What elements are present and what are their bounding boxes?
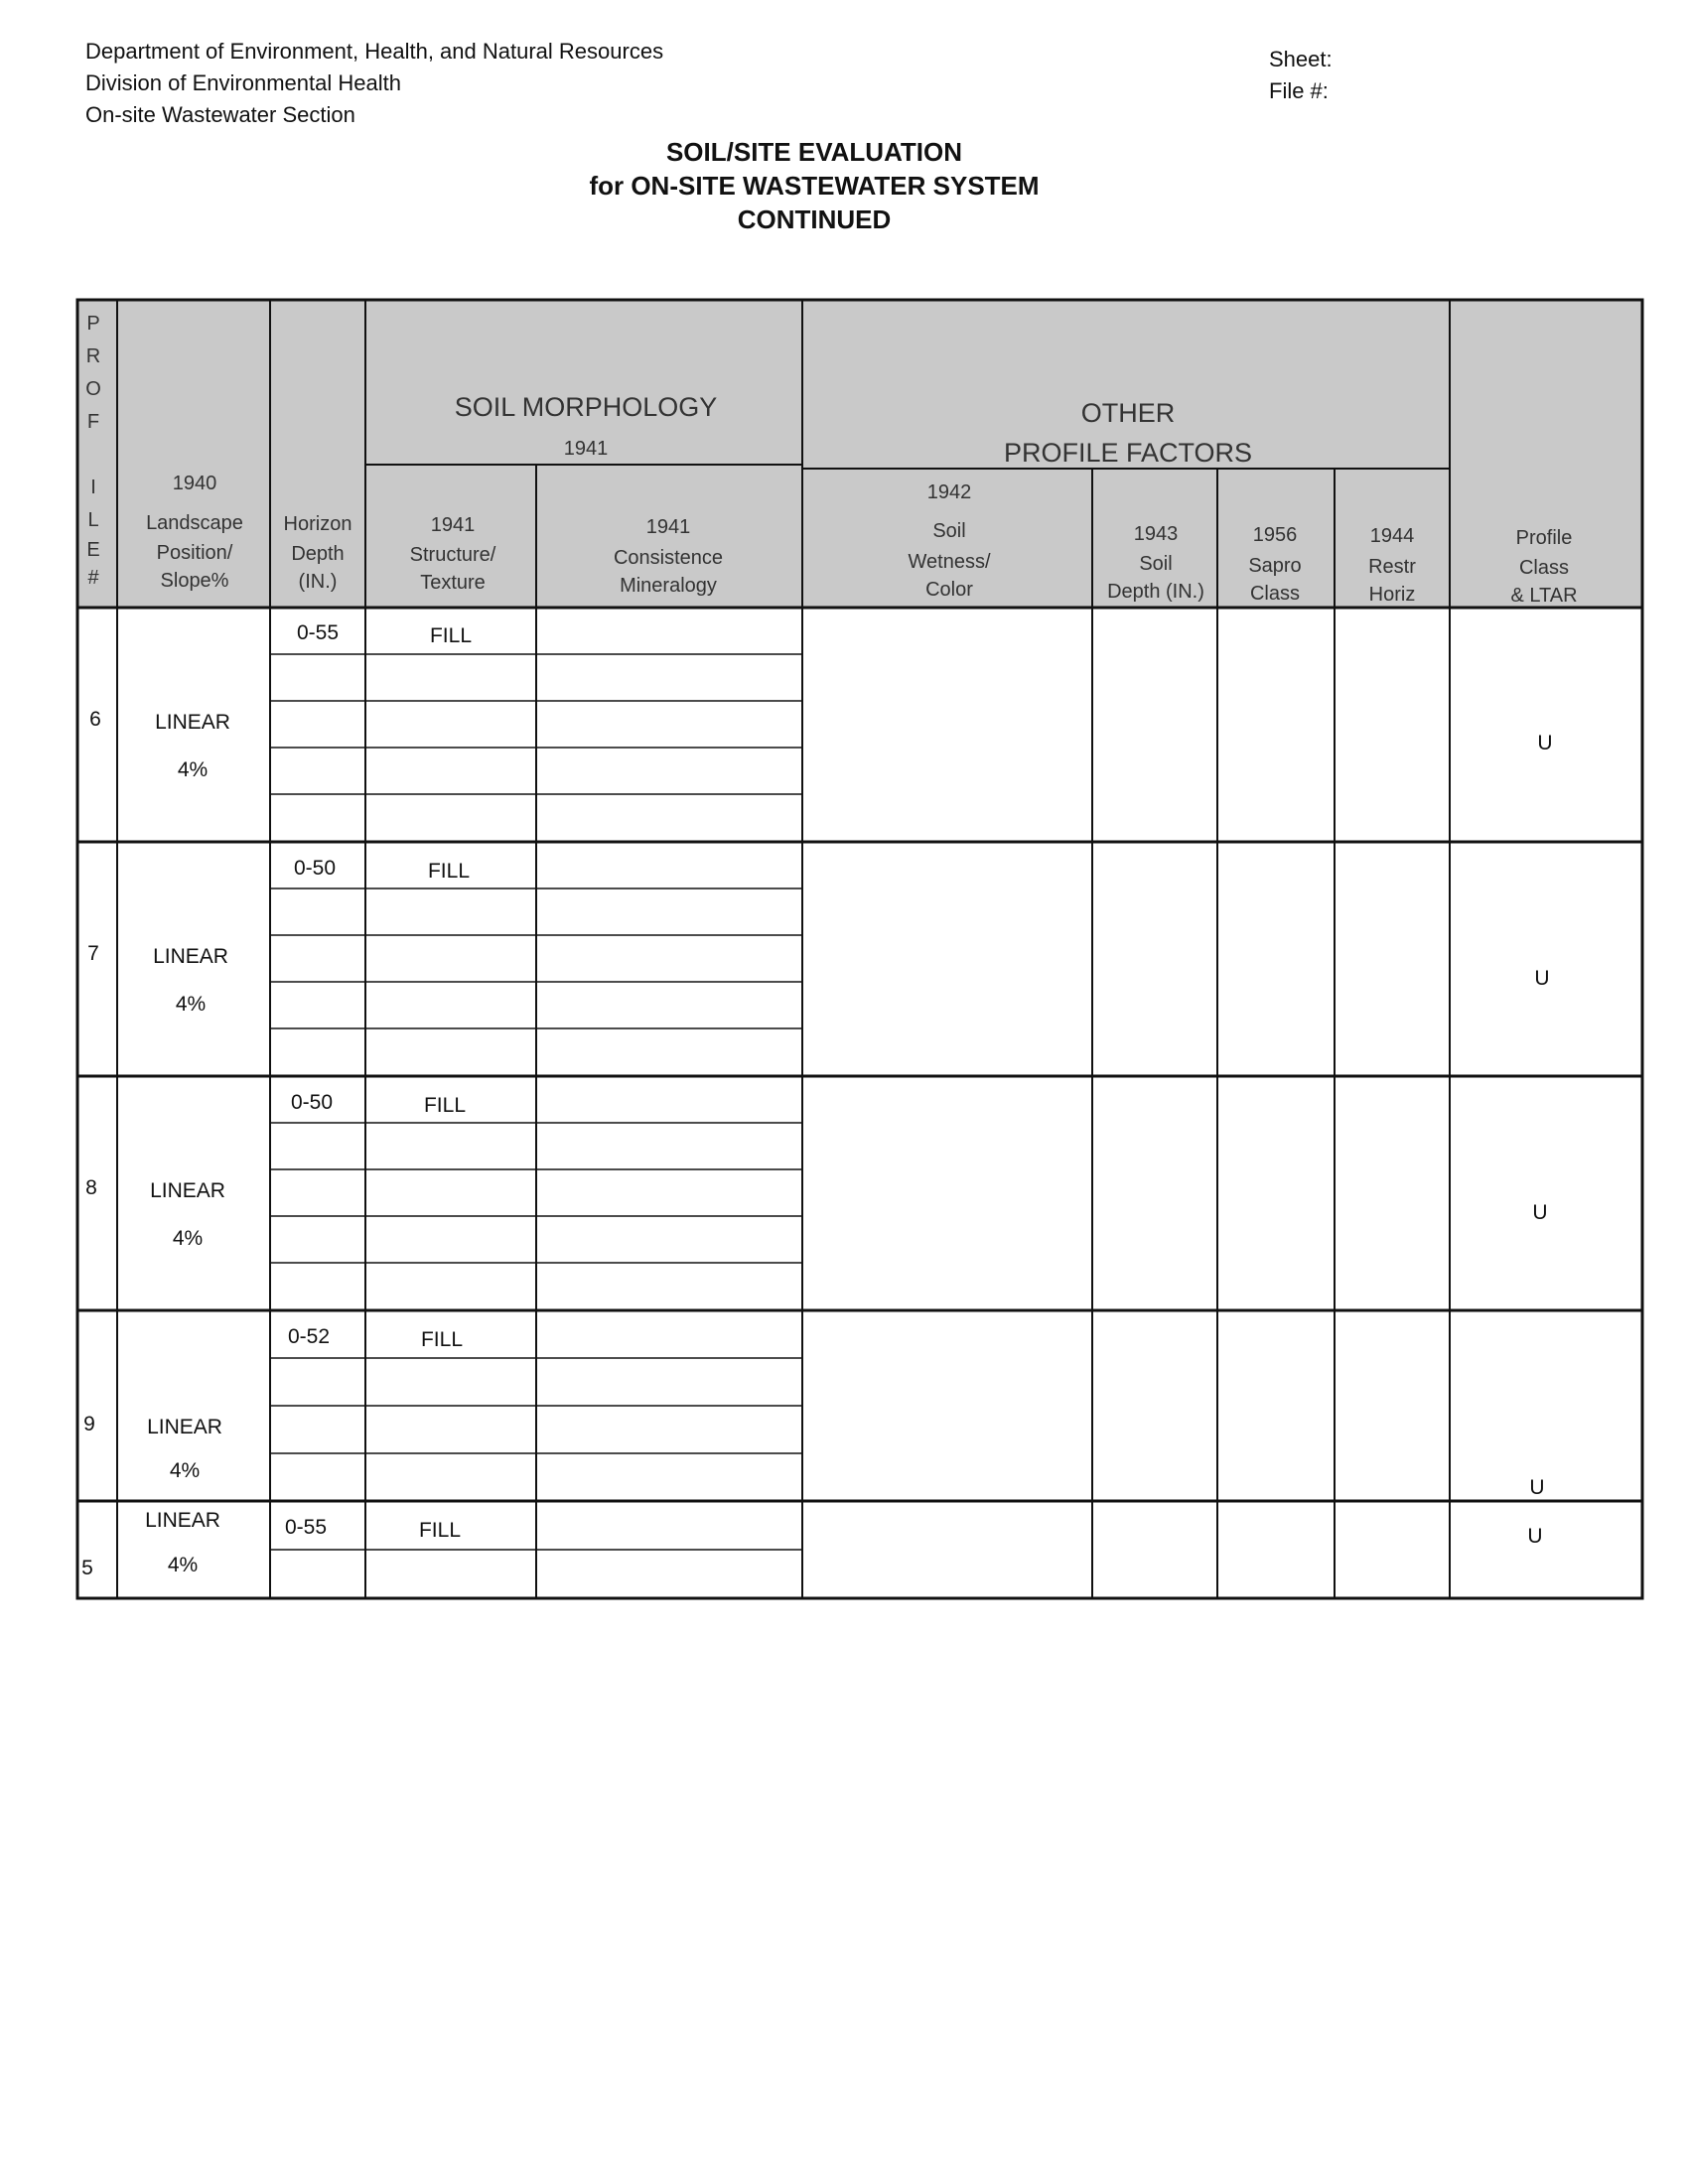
slope-percent: 4%	[177, 758, 209, 781]
landscape-position: LINEAR	[147, 1416, 222, 1438]
svg-text:1941: 1941	[645, 516, 691, 538]
svg-text:1956: 1956	[1252, 524, 1298, 546]
svg-text:Landscape: Landscape	[146, 512, 243, 534]
soil-morphology-code: 1941	[563, 438, 609, 460]
svg-text:Restr: Restr	[1368, 556, 1416, 578]
profile-number: 6	[89, 708, 101, 731]
file-number-label: File #:	[1269, 78, 1329, 103]
svg-text:Class: Class	[1249, 583, 1301, 605]
table-row	[85, 1091, 1547, 1250]
svg-text:(IN.): (IN.)	[298, 571, 338, 593]
profile-letter: P	[86, 313, 100, 335]
profile-number: 5	[81, 1557, 93, 1579]
svg-text:Mineralogy: Mineralogy	[620, 575, 717, 597]
landscape-position: LINEAR	[145, 1509, 220, 1532]
division-name: Division of Environmental Health	[85, 70, 401, 95]
svg-text:1944: 1944	[1369, 525, 1415, 547]
svg-text:Color: Color	[925, 579, 973, 601]
svg-text:& LTAR: & LTAR	[1510, 585, 1578, 607]
slope-percent: 4%	[172, 1227, 204, 1250]
svg-text:1941: 1941	[430, 514, 476, 536]
svg-text:Consistence: Consistence	[613, 547, 724, 569]
title-line-3: CONTINUED	[737, 205, 892, 234]
profile-letter: F	[86, 411, 100, 433]
col-header-restr-horiz	[1368, 525, 1416, 606]
profile-class: U	[1529, 1476, 1545, 1499]
svg-text:Texture: Texture	[420, 572, 486, 594]
svg-text:1940: 1940	[172, 473, 217, 494]
horizon-depth: 0-50	[293, 857, 337, 880]
profile-number: 9	[83, 1413, 95, 1435]
profile-letter: L	[87, 509, 99, 531]
svg-text:Soil: Soil	[1139, 553, 1173, 575]
profile-letter: #	[87, 567, 99, 589]
horizon-depth: 0-52	[287, 1325, 331, 1348]
sheet-label: Sheet:	[1269, 47, 1333, 71]
department-name: Department of Environment, Health, and Natural Resources	[85, 39, 664, 64]
structure-texture: FILL	[423, 1094, 467, 1117]
svg-text:Sapro: Sapro	[1248, 555, 1302, 577]
title-line-1: SOIL/SITE EVALUATION	[665, 137, 963, 167]
horizon-depth: 0-55	[296, 621, 340, 644]
slope-percent: 4%	[169, 1459, 201, 1482]
table-row	[87, 857, 1549, 1016]
structure-texture: FILL	[418, 1519, 462, 1542]
svg-text:Class: Class	[1518, 557, 1570, 579]
profile-class: U	[1537, 732, 1553, 754]
col-header-sapro-class	[1248, 524, 1301, 605]
profile-class: U	[1534, 967, 1550, 990]
profile-letter: E	[86, 539, 100, 561]
profile-letter: O	[85, 378, 101, 400]
svg-text:Depth: Depth	[291, 543, 345, 565]
horizon-depth: 0-50	[290, 1091, 334, 1114]
structure-texture: FILL	[427, 860, 471, 883]
profile-number: 8	[85, 1176, 97, 1199]
section-name: On-site Wastewater Section	[85, 102, 355, 127]
landscape-position: LINEAR	[153, 945, 228, 968]
title-line-2: for ON-SITE WASTEWATER SYSTEM	[589, 171, 1040, 201]
slope-percent: 4%	[167, 1554, 199, 1576]
svg-text:1943: 1943	[1133, 523, 1179, 545]
svg-text:Soil: Soil	[932, 520, 966, 542]
landscape-position: LINEAR	[150, 1179, 225, 1202]
svg-text:Structure/: Structure/	[409, 544, 496, 566]
profile-class: U	[1527, 1525, 1543, 1548]
structure-texture: FILL	[420, 1328, 464, 1351]
svg-text:Position/: Position/	[156, 542, 233, 564]
svg-text:Slope%: Slope%	[160, 570, 229, 592]
svg-text:Wetness/: Wetness/	[908, 551, 991, 573]
svg-text:Horiz: Horiz	[1368, 584, 1416, 606]
col-header-profile-class	[1510, 527, 1577, 607]
landscape-position: LINEAR	[155, 711, 230, 734]
other-factors-header-1: OTHER	[1080, 398, 1176, 428]
horizon-depth: 0-55	[284, 1516, 328, 1539]
other-factors-header-2: PROFILE FACTORS	[1003, 438, 1253, 468]
table-row	[83, 1325, 1544, 1499]
profile-class: U	[1532, 1201, 1548, 1224]
svg-text:1942: 1942	[926, 481, 972, 503]
svg-text:Horizon: Horizon	[283, 513, 352, 535]
soil-morphology-header: SOIL MORPHOLOGY	[454, 392, 718, 422]
profile-number: 7	[87, 942, 99, 965]
structure-texture: FILL	[429, 624, 473, 647]
svg-text:Profile: Profile	[1515, 527, 1573, 549]
profile-letter: I	[90, 477, 96, 498]
svg-text:Depth (IN.): Depth (IN.)	[1107, 581, 1204, 603]
slope-percent: 4%	[175, 993, 207, 1016]
profile-letter: R	[85, 345, 101, 367]
table-row	[81, 1509, 1542, 1579]
